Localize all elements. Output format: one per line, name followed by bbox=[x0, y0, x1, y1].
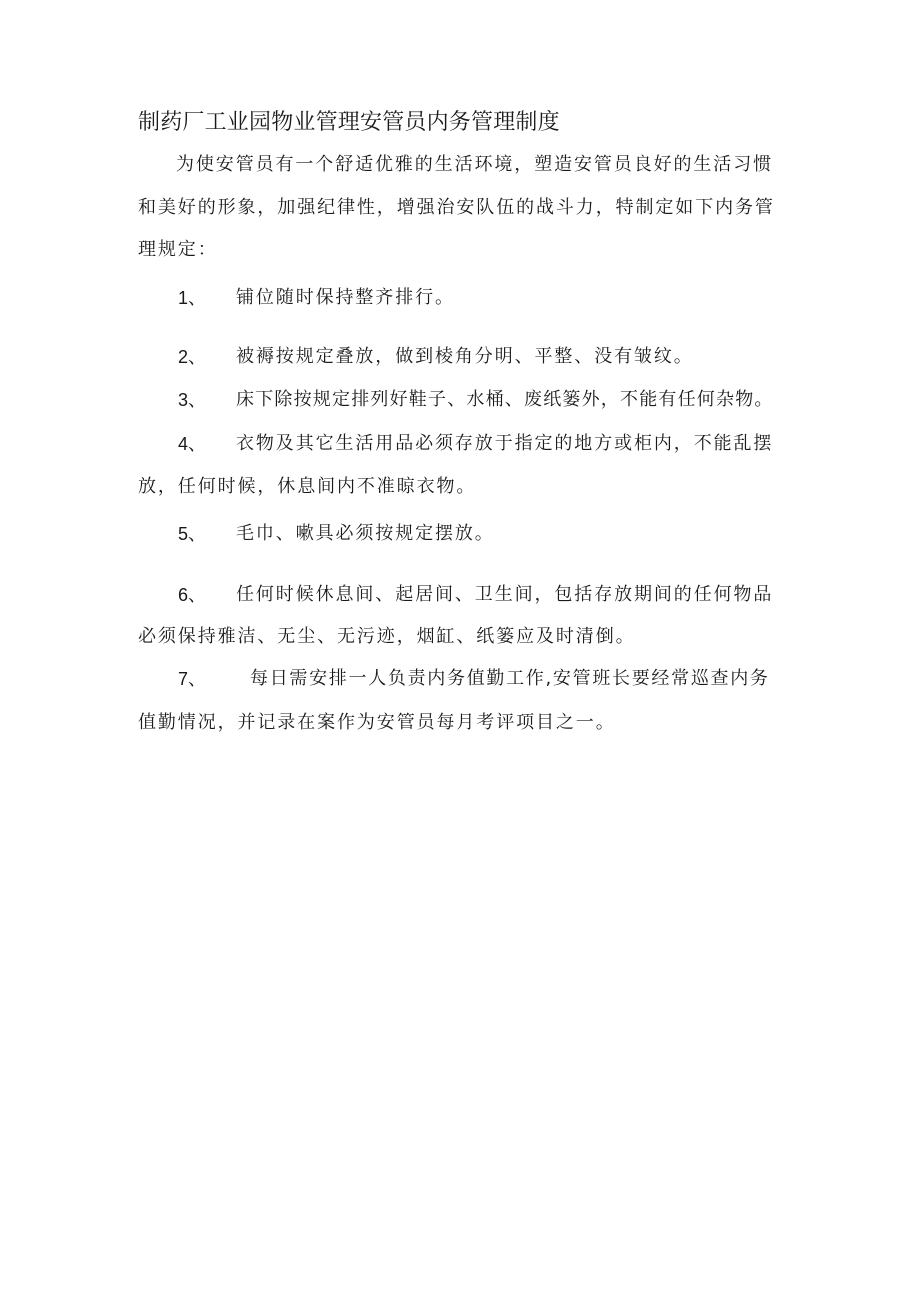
item-text-3: 床下除按规定排列好鞋子、水桶、废纸篓外，不能有任何杂物。 bbox=[236, 389, 774, 410]
item-text-4a: 衣物及其它生活用品必须存放于指定的地方或柜内，不能乱摆 bbox=[236, 433, 774, 454]
item-text-5: 毛巾、嗽具必须按规定摆放。 bbox=[236, 523, 495, 544]
item-text-2: 被褥按规定叠放，做到棱角分明、平整、没有皱纹。 bbox=[236, 346, 694, 367]
document-title: 制药厂工业园物业管理安管员内务管理制度 bbox=[138, 110, 560, 135]
item-number-3: 3、 bbox=[178, 390, 207, 410]
intro-line-3: 理规定： bbox=[138, 239, 218, 260]
intro-line-2: 和美好的形象，加强纪律性，增强治安队伍的战斗力，特制定如下内务管 bbox=[138, 197, 775, 218]
item-number-2: 2、 bbox=[178, 347, 207, 367]
item-text-7b: 值勤情况，并记录在案作为安管员每月考评项目之一。 bbox=[138, 712, 616, 733]
item-number-4: 4、 bbox=[178, 434, 207, 454]
item-text-7a: 每日需安排一人负责内务值勤工作,安管班长要经常巡查内务 bbox=[250, 668, 770, 689]
item-number-5: 5、 bbox=[178, 524, 207, 544]
item-number-6: 6、 bbox=[178, 585, 207, 605]
intro-line-1: 为使安管员有一个舒适优雅的生活环境，塑造安管员良好的生活习惯 bbox=[176, 154, 773, 175]
item-text-6a: 任何时候休息间、起居间、卫生间，包括存放期间的任何物品 bbox=[236, 584, 774, 605]
item-text-6b: 必须保持雅洁、无尘、无污迹，烟缸、纸篓应及时清倒。 bbox=[138, 626, 636, 647]
item-number-1: 1、 bbox=[178, 288, 207, 308]
item-text-1: 铺位随时保持整齐排行。 bbox=[236, 287, 455, 308]
item-number-7: 7、 bbox=[178, 669, 207, 689]
item-text-4b: 放，任何时候，休息间内不准晾衣物。 bbox=[138, 476, 477, 497]
